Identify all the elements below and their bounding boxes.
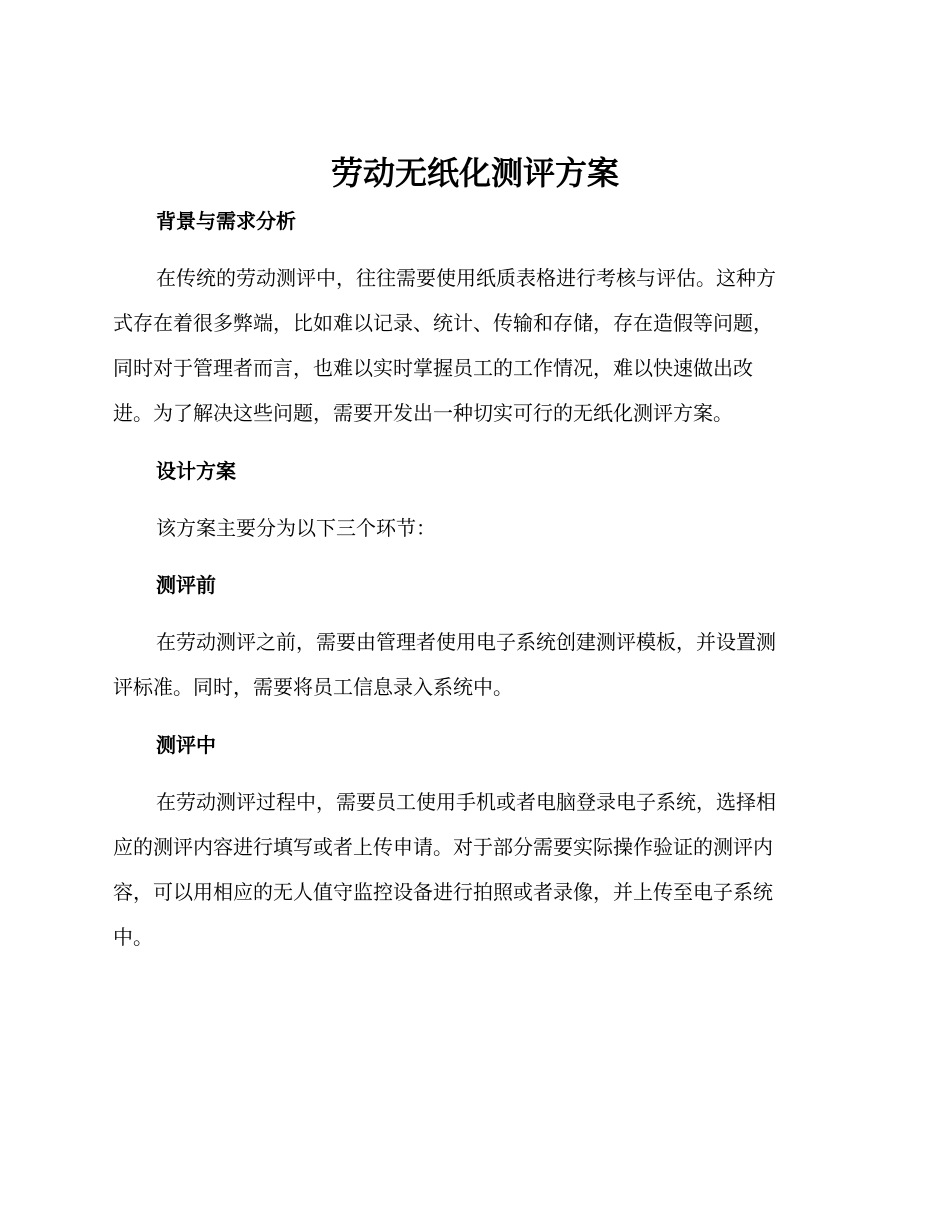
document-title: 劳动无纸化测评方案: [330, 154, 619, 192]
paragraph-line: 容，可以用相应的无人值守监控设备进行拍照或者录像，并上传至电子系统: [113, 880, 773, 904]
section-heading-before-evaluation: 测评前: [156, 573, 216, 597]
section-paragraph-before-evaluation: [113, 620, 837, 710]
paragraph-line: 在传统的劳动测评中，往往需要使用纸质表格进行考核与评估。这种方: [156, 266, 776, 290]
paragraph-line: 中。: [113, 925, 153, 949]
paragraph-line: 在劳动测评过程中，需要员工使用手机或者电脑登录电子系统，选择相: [156, 790, 776, 814]
section-paragraph-background: [113, 256, 837, 436]
paragraph-line: 同时对于管理者而言，也难以实时掌握员工的工作情况，难以快速做出改: [113, 356, 753, 380]
paragraph-line: 进。为了解决这些问题，需要开发出一种切实可行的无纸化测评方案。: [113, 401, 733, 425]
paragraph-line: 该方案主要分为以下三个环节：: [156, 516, 436, 540]
paragraph-line: 评标准。同时，需要将员工信息录入系统中。: [113, 675, 513, 699]
section-paragraph-during-evaluation: [113, 780, 837, 960]
paragraph-line: 应的测评内容进行填写或者上传申请。对于部分需要实际操作验证的测评内: [113, 835, 773, 859]
section-heading-background: 背景与需求分析: [156, 209, 296, 233]
section-heading-during-evaluation: 测评中: [156, 733, 216, 757]
section-heading-design: 设计方案: [156, 459, 236, 483]
paragraph-line: 式存在着很多弊端，比如难以记录、统计、传输和存储，存在造假等问题，: [113, 311, 773, 335]
paragraph-line: 在劳动测评之前，需要由管理者使用电子系统创建测评模板，并设置测: [156, 630, 776, 654]
section-paragraph-design: [113, 506, 837, 551]
